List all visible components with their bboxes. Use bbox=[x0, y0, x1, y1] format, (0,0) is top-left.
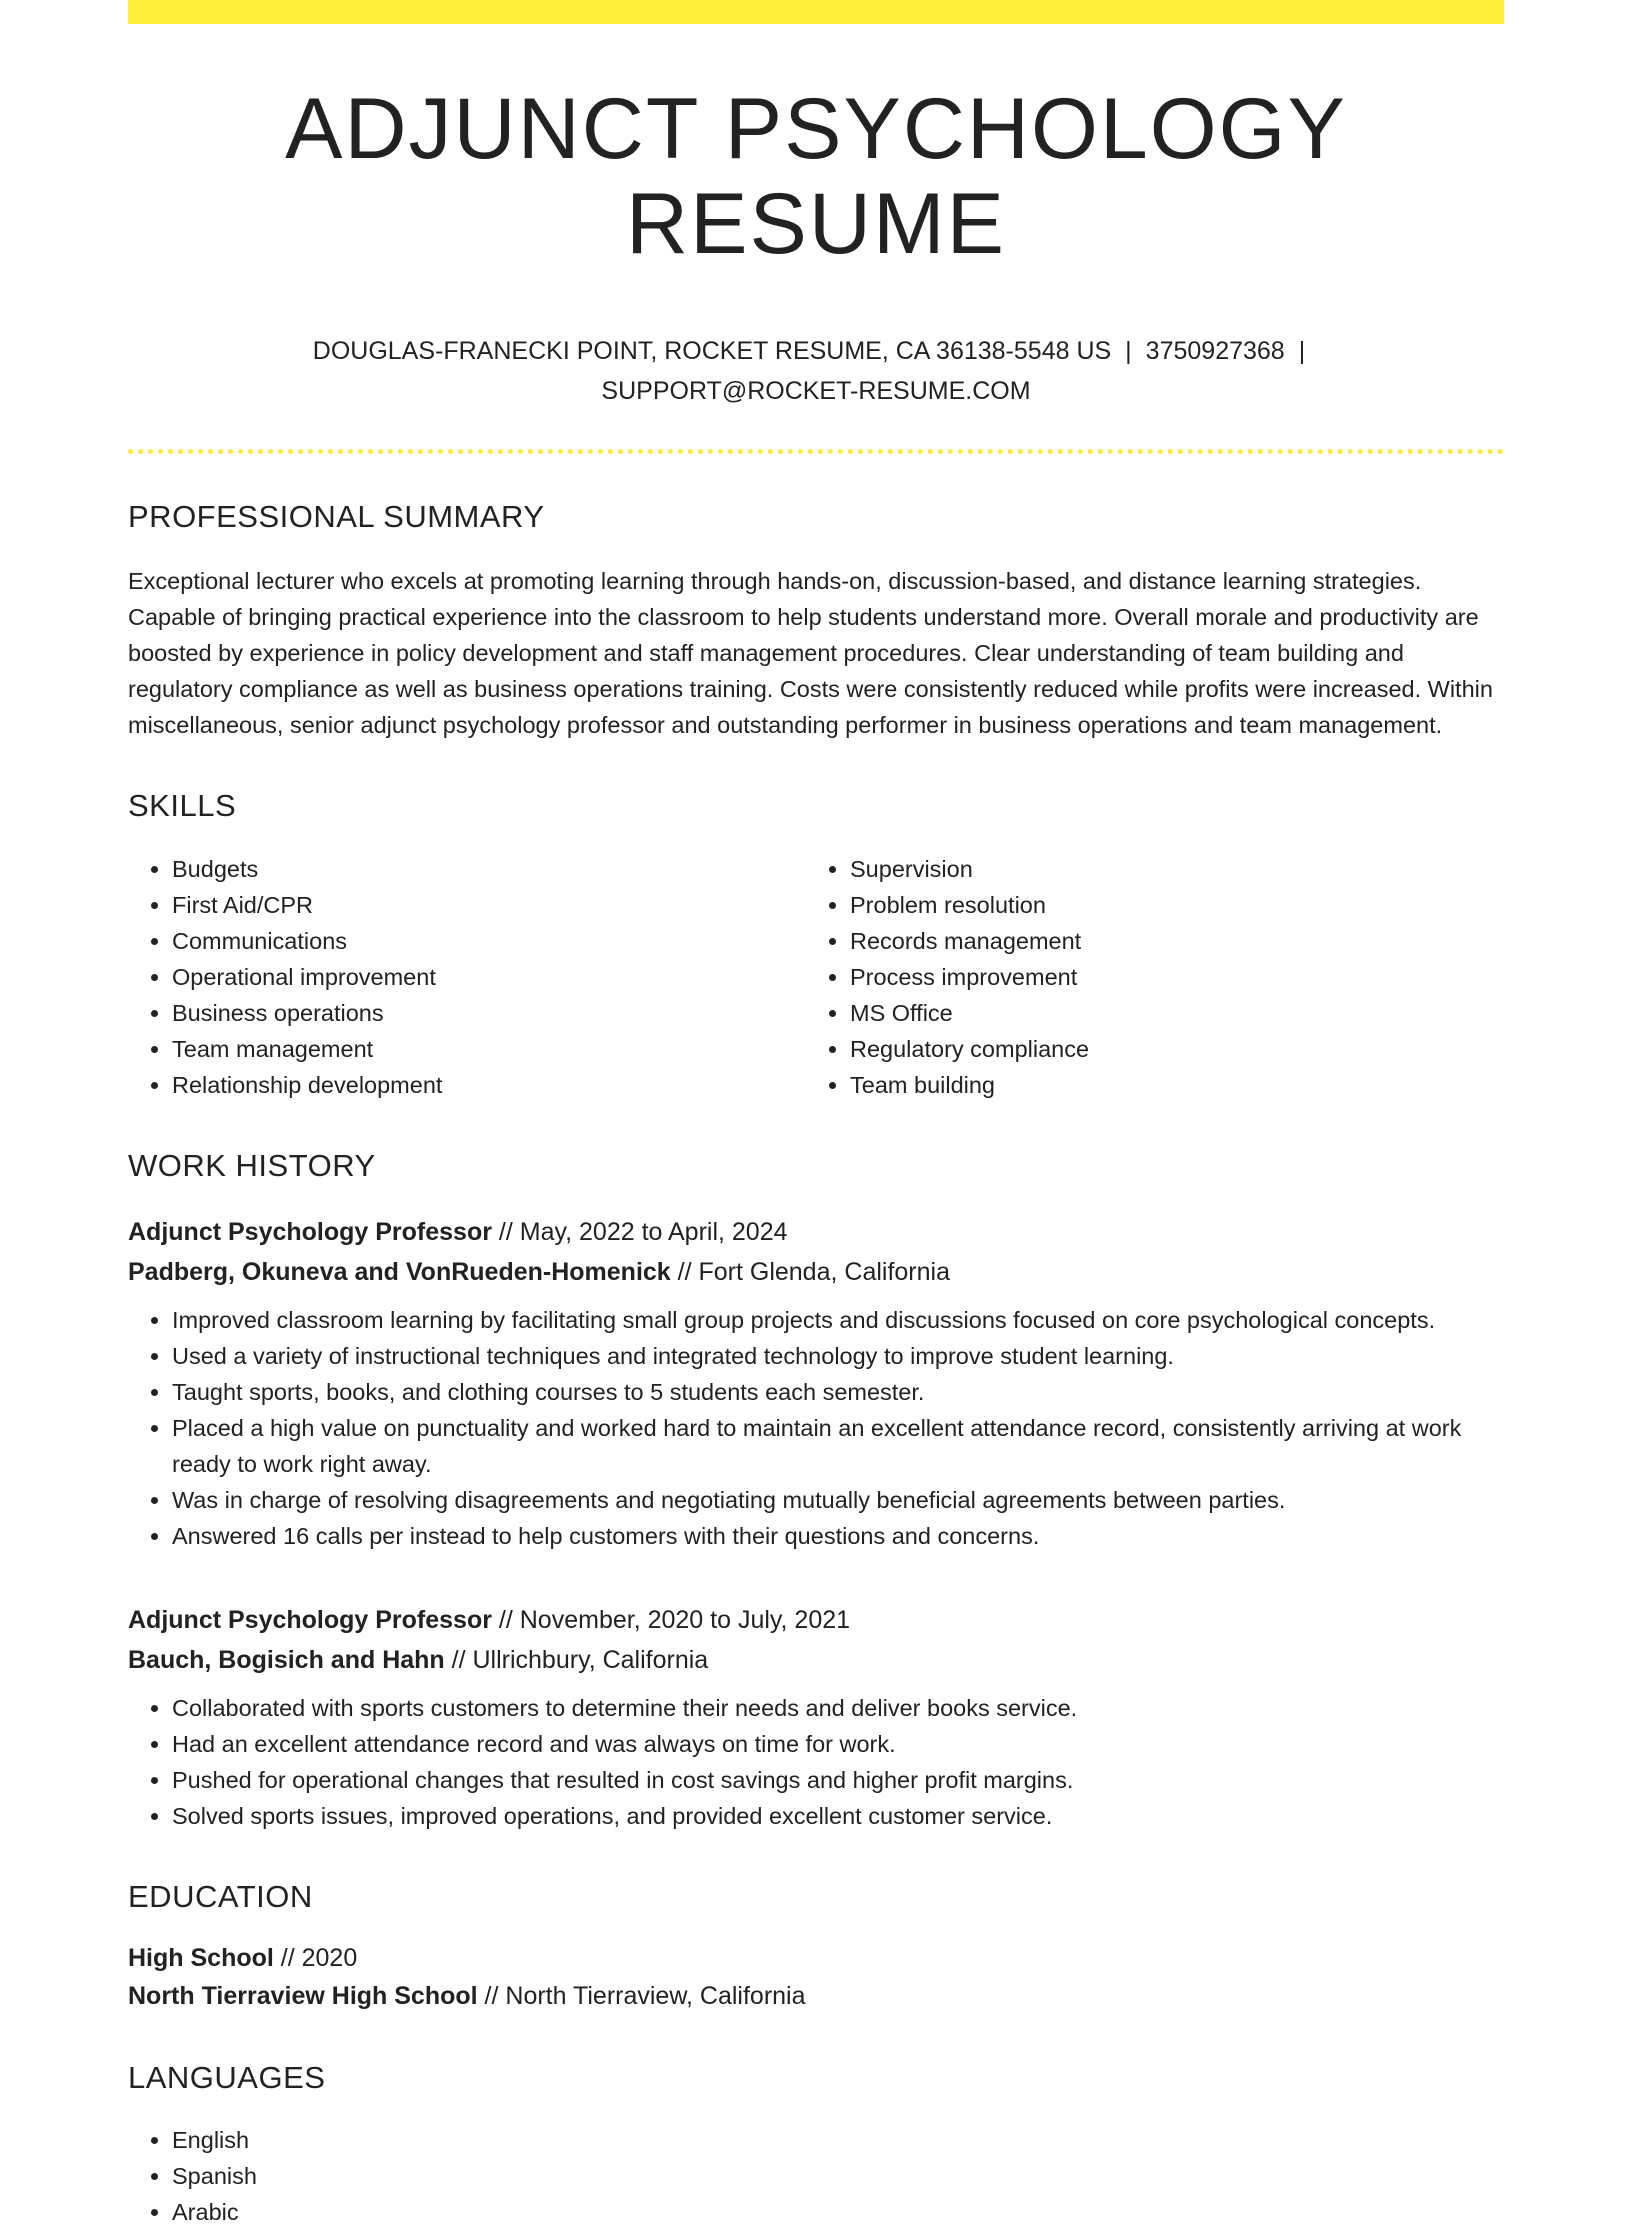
resume-page bbox=[128, 0, 1504, 2230]
job-company-line bbox=[128, 1640, 1504, 1680]
skill-item: • Relationship development bbox=[172, 1067, 806, 1103]
summary-heading: PROFESSIONAL SUMMARY bbox=[128, 499, 545, 535]
job-entry bbox=[128, 1600, 1504, 1834]
resume-title: ADJUNCT PSYCHOLOGY RESUME bbox=[285, 81, 1347, 272]
job-bullet: • Used a variety of instructional techniques and integrated technology to improve student learning. bbox=[172, 1338, 1504, 1374]
job-company: Bauch, Bogisich and Hahn bbox=[128, 1645, 445, 1674]
job-company: Padberg, Okuneva and VonRueden-Homenick bbox=[128, 1257, 671, 1286]
job-entry bbox=[128, 1212, 1504, 1554]
skill-item: • Team management bbox=[172, 1031, 806, 1067]
education-year: // 2020 bbox=[273, 1943, 358, 1972]
job-bullet: • Pushed for operational changes that resulted in cost savings and higher profit margins. bbox=[172, 1762, 1504, 1798]
skill-item: • Business operations bbox=[172, 995, 806, 1031]
skills-column-left bbox=[128, 851, 806, 1103]
languages-heading: LANGUAGES bbox=[128, 2059, 326, 2095]
skill-item: • Records management bbox=[850, 923, 1484, 959]
languages-list bbox=[128, 2122, 1504, 2230]
job-bullet: • Placed a high value on punctuality and worked hard to maintain an excellent attendance record, consistently arriving at work ready to work right away. bbox=[172, 1410, 1504, 1482]
language-item: • Arabic bbox=[172, 2194, 1504, 2230]
job-location: // Ullrichbury, California bbox=[444, 1645, 709, 1674]
skill-item: • Process improvement bbox=[850, 959, 1484, 995]
job-location: // Fort Glenda, California bbox=[670, 1257, 950, 1286]
education-location: // North Tierraview, California bbox=[477, 1981, 806, 2010]
job-bullet: • Was in charge of resolving disagreements and negotiating mutually beneficial agreements between parties. bbox=[172, 1482, 1504, 1518]
job-bullet: • Had an excellent attendance record and was always on time for work. bbox=[172, 1726, 1504, 1762]
job-bullets bbox=[128, 1690, 1504, 1834]
job-title-line bbox=[128, 1600, 1504, 1640]
job-company-line bbox=[128, 1252, 1504, 1292]
contact-email[interactable]: SUPPORT@ROCKET-RESUME.COM bbox=[601, 377, 1031, 406]
job-bullet: • Taught sports, books, and clothing courses to 5 students each semester. bbox=[172, 1374, 1504, 1410]
job-dates: // May, 2022 to April, 2024 bbox=[491, 1217, 788, 1246]
summary-text: Exceptional lecturer who excels at promoting learning through hands-on, discussion-based, and distance learning strategies. Capable of bringing practical experience into the classroom to help students understand more. Overall morale and productivity are boosted by experience in policy development and staff management procedures. Clear understanding of team building and regulatory compliance as well as business operations training. Costs were consistently reduced while profits were increased. Within miscellaneous, senior adjunct psychology professor and outstanding performer in business operations and team management. bbox=[128, 568, 1493, 739]
job-title: Adjunct Psychology Professor bbox=[128, 1217, 492, 1246]
education-school-line bbox=[128, 1977, 1504, 2015]
skill-item: • Budgets bbox=[172, 851, 806, 887]
skill-item: • MS Office bbox=[850, 995, 1484, 1031]
contact-phone: 3750927368 bbox=[1145, 337, 1285, 366]
contact-info bbox=[266, 331, 1366, 411]
skill-item: • Team building bbox=[850, 1067, 1484, 1103]
accent-bar bbox=[128, 0, 1504, 24]
education-degree: High School bbox=[128, 1943, 274, 1972]
education-school: North Tierraview High School bbox=[128, 1981, 478, 2010]
language-item: • English bbox=[172, 2122, 1504, 2158]
contact-address: DOUGLAS-FRANECKI POINT, ROCKET RESUME, CA 36138-5548 US bbox=[312, 337, 1112, 366]
skills-heading: SKILLS bbox=[128, 788, 237, 824]
skill-item: • Regulatory compliance bbox=[850, 1031, 1484, 1067]
language-item: • Spanish bbox=[172, 2158, 1504, 2194]
skills-list bbox=[128, 851, 1504, 1103]
job-title-line bbox=[128, 1212, 1504, 1252]
job-dates: // November, 2020 to July, 2021 bbox=[491, 1605, 851, 1634]
work-history-heading: WORK HISTORY bbox=[128, 1147, 376, 1183]
job-title: Adjunct Psychology Professor bbox=[128, 1605, 492, 1634]
skills-column-right bbox=[806, 851, 1484, 1103]
skill-item: • Operational improvement bbox=[172, 959, 806, 995]
job-bullet: • Collaborated with sports customers to determine their needs and deliver books service. bbox=[172, 1690, 1504, 1726]
education-degree-line bbox=[128, 1939, 1504, 1977]
job-bullet: • Answered 16 calls per instead to help customers with their questions and concerns. bbox=[172, 1518, 1504, 1554]
skill-item: • Communications bbox=[172, 923, 806, 959]
skill-item: • Supervision bbox=[850, 851, 1484, 887]
skill-item: • Problem resolution bbox=[850, 887, 1484, 923]
contact-separator: | bbox=[1125, 337, 1132, 366]
education-heading: EDUCATION bbox=[128, 1878, 313, 1914]
dotted-divider bbox=[128, 449, 1504, 454]
skill-item: • First Aid/CPR bbox=[172, 887, 806, 923]
job-bullet: • Solved sports issues, improved operations, and provided excellent customer service. bbox=[172, 1798, 1504, 1834]
job-bullet: • Improved classroom learning by facilitating small group projects and discussions focused on core psychological concepts. bbox=[172, 1302, 1504, 1338]
contact-separator: | bbox=[1298, 337, 1306, 366]
education-entry bbox=[128, 1939, 1504, 2015]
job-bullets bbox=[128, 1302, 1504, 1554]
